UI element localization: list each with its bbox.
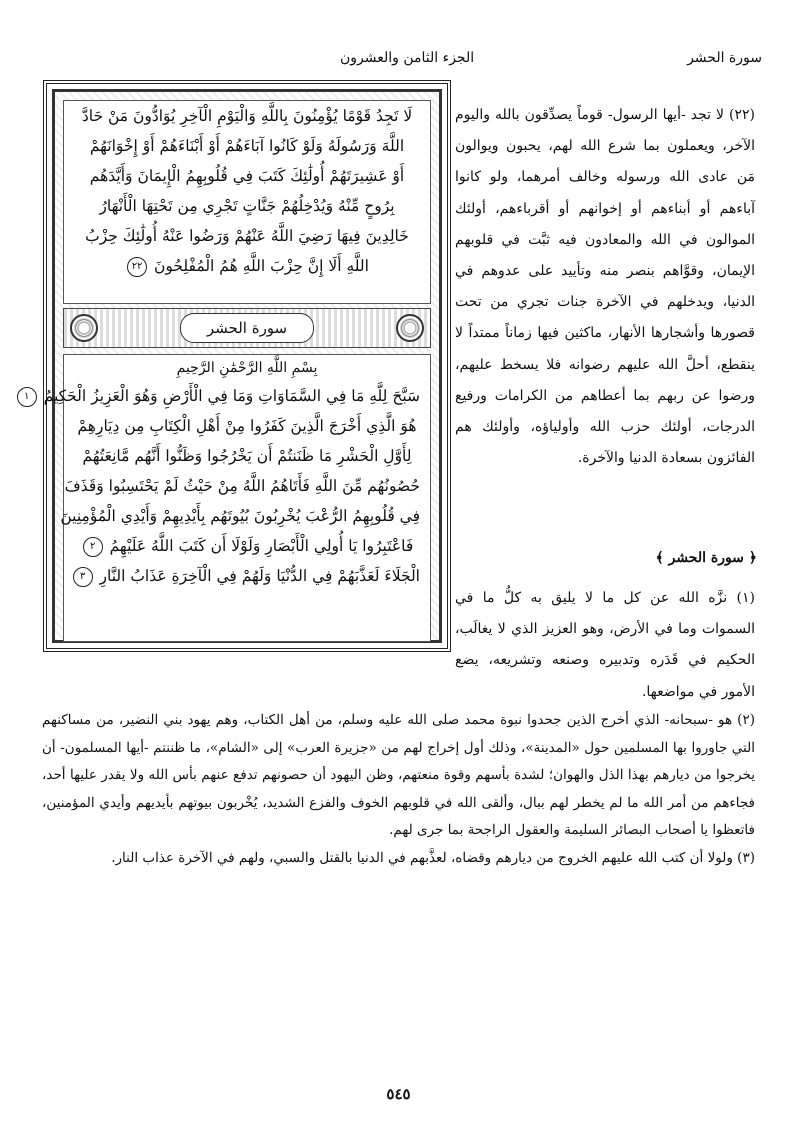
quran-line	[74, 561, 420, 591]
quran-text-bottom	[24, 354, 431, 642]
quran-frame-border	[24, 89, 442, 643]
tafsir-paragraph: (٣) ولولا أن كتب الله عليهم الخروج من ديارهم وقضاه، لعذَّبهم في الدنيا بالقتل والسبي، ولهم في الآخرة عذاب النار.	[111, 849, 755, 866]
page-header	[40, 50, 762, 70]
quran-line	[24, 381, 420, 411]
quran-line: اللَّهَ وَرَسُولَهُ وَلَوْ كَانُوا آبَاءَهُمْ أَوْ أَبْنَاءَهُمْ أَوْ إِخْوَانَهُمْ	[89, 137, 405, 155]
quran-line: هُوَ الَّذِي أَخْرَجَ الَّذِينَ كَفَرُوا مِنْ أَهْلِ الْكِتَابِ مِن دِيَارِهِمْ	[77, 417, 417, 435]
tafsir-verse-1	[455, 583, 755, 708]
tafsir-surah-title: ﴿ سورة الحشر ﴾	[655, 550, 757, 566]
quran-line-text: الْجَلَاءَ لَعَذَّبَهُمْ فِي الدُّنْيَا وَلَهُمْ فِي الْآخِرَةِ عَذَابُ النَّارِ	[99, 567, 420, 585]
header-surah-name: سورة الحشر	[687, 50, 762, 66]
ayah-number-mark: ٣	[73, 567, 93, 587]
quran-frame	[24, 80, 451, 652]
quran-line: حُصُونُهُم مِّنَ اللَّهِ فَأَتَاهُمُ اللَّهُ مِنْ حَيْثُ لَمْ يَحْتَسِبُوا وَقَذَفَ	[64, 477, 420, 495]
quran-line-last	[74, 251, 420, 281]
page-number: ٥٤٥	[386, 1085, 411, 1103]
ayah-number-mark: ٢	[83, 537, 103, 557]
quran-line: خَالِدِينَ فِيهَا رَضِيَ اللَّهُ عَنْهُمْ وَرَضُوا عَنْهُ أُولَٰئِكَ حِزْبُ	[85, 227, 409, 245]
ornament-rosette-icon	[70, 314, 98, 342]
quran-line: بِرُوحٍ مِّنْهُ وَيُدْخِلُهُمْ جَنَّاتٍ تَجْرِي مِن تَحْتِهَا الْأَنْهَارُ	[99, 197, 395, 215]
quran-line-text: فَاعْتَبِرُوا يَا أُولِي الْأَبْصَارِ وَلَوْلَا أَن كَتَبَ اللَّهُ عَلَيْهِمُ	[109, 537, 414, 555]
quran-line: لَا تَجِدُ قَوْمًا يُؤْمِنُونَ بِاللَّهِ وَالْيَوْمِ الْآخِرِ يُوَادُّونَ مَنْ حَادَّ	[81, 107, 413, 125]
ayah-number-mark: ٢٢	[127, 257, 147, 277]
ayah-number-mark: ١	[17, 387, 37, 407]
surah-banner	[63, 308, 431, 348]
quran-line: فِي قُلُوبِهِمُ الرُّعْبَ يُخْرِبُونَ بُيُوتَهُم بِأَيْدِيهِمْ وَأَيْدِي الْمُؤْمِنِينَ	[60, 507, 420, 525]
quran-line	[74, 531, 420, 561]
tafsir-verse-22	[455, 100, 755, 474]
surah-banner-name: سورة الحشر	[180, 313, 314, 343]
quran-line: أَوْ عَشِيرَتَهُمْ أُولَٰئِكَ كَتَبَ فِي قُلُوبِهِمُ الْإِيمَانَ وَأَيَّدَهُم	[89, 167, 405, 185]
tafsir-paragraph: (٢) هو -سبحانه- الذي أخرج الذين جحدوا نبوة محمد صلى الله عليه وسلم، من أهل الكتاب، وهم يهود بني النضير، من مساكنهم التي جاوروا بها المسلمين حول «المدينة»، وذلك أول إخراج لهم من «جزيرة العرب» إلى «الشام»، ما ظننتم -أيها المسلمون- أن يخرجوا من ديارهم بهذا الذل والهوان؛ لشدة بأسهم وقوة منعتهم، وظن اليهود أن حصونهم تدفع عنهم بأس الله ولا يقدر عليها أحد، فجاءهم من أمر الله ما لم يخطر لهم ببال، وألقى الله في قلوبهم الخوف والفزع الشديد، يُخْربون بيوتهم بأيديهم وأيدي المؤمنين، فاتعظوا يا أصحاب البصائر السليمة والعقول الراجحة بما جرى لهم.	[42, 712, 755, 839]
tafsir-paragraph: (١) نزَّه الله عن كل ما لا يليق به كلُّ ما في السموات وما في الأرض، وهو العزيز الذي لا يغالَب، الحكيم في قَدَره وتدبيره وصنعه وتشريعه، يضع الأمور في مواضعها.	[455, 590, 755, 700]
header-juz-name: الجزء الثامن والعشرون	[340, 50, 475, 66]
quran-line: لِأَوَّلِ الْحَشْرِ مَا ظَنَنتُمْ أَن يَخْرُجُوا وَظَنُّوا أَنَّهُم مَّانِعَتُهُمْ	[82, 447, 412, 465]
tafsir-paragraph: (٢٢) لا تجد -أيها الرسول- قوماً يصدِّقون بالله واليوم الآخر، ويعملون بما شرع الله لهم، يحبون ويوالون مَن عادى الله ورسوله وخالف أمرهما، ولو كانوا آباءهم أو أبناءهم أو إخوانهم أو أقرباءهم، أولئك الموالون في الله والمعادون فيه ثبَّت في قلوبهم الإيمان، وقوَّاهم بنصر منه وتأييد على عدوهم في الدنيا، ويدخلهم في الآخرة جنات تجري من تحت قصورها وأشجارها الأنهار، ماكثين فيها زماناً ممتداً لا ينقطع، أحلَّ الله عليهم رضوانه فلا يسخط عليهم، ورضوا عن ربهم بما أعطاهم من الكرامات ورفيع الدرجات، أولئك حزب الله وأولياؤه، وأولئك هم الفائزون بسعادة الدنيا والآخرة.	[455, 107, 755, 467]
quran-line-text: سَبَّحَ لِلَّهِ مَا فِي السَّمَاوَاتِ وَمَا فِي الْأَرْضِ وَهُوَ الْعَزِيزُ الْحَكِيمُ	[43, 387, 420, 405]
ornament-rosette-icon	[396, 314, 424, 342]
basmala: بِسْمِ اللَّهِ الرَّحْمَٰنِ الرَّحِيمِ	[176, 360, 318, 376]
quran-line-text: اللَّهِ أَلَا إِنَّ حِزْبَ اللَّهِ هُمُ الْمُفْلِحُونَ	[154, 257, 369, 275]
tafsir-verses-2-3	[42, 707, 755, 873]
quran-text-top	[63, 100, 431, 304]
